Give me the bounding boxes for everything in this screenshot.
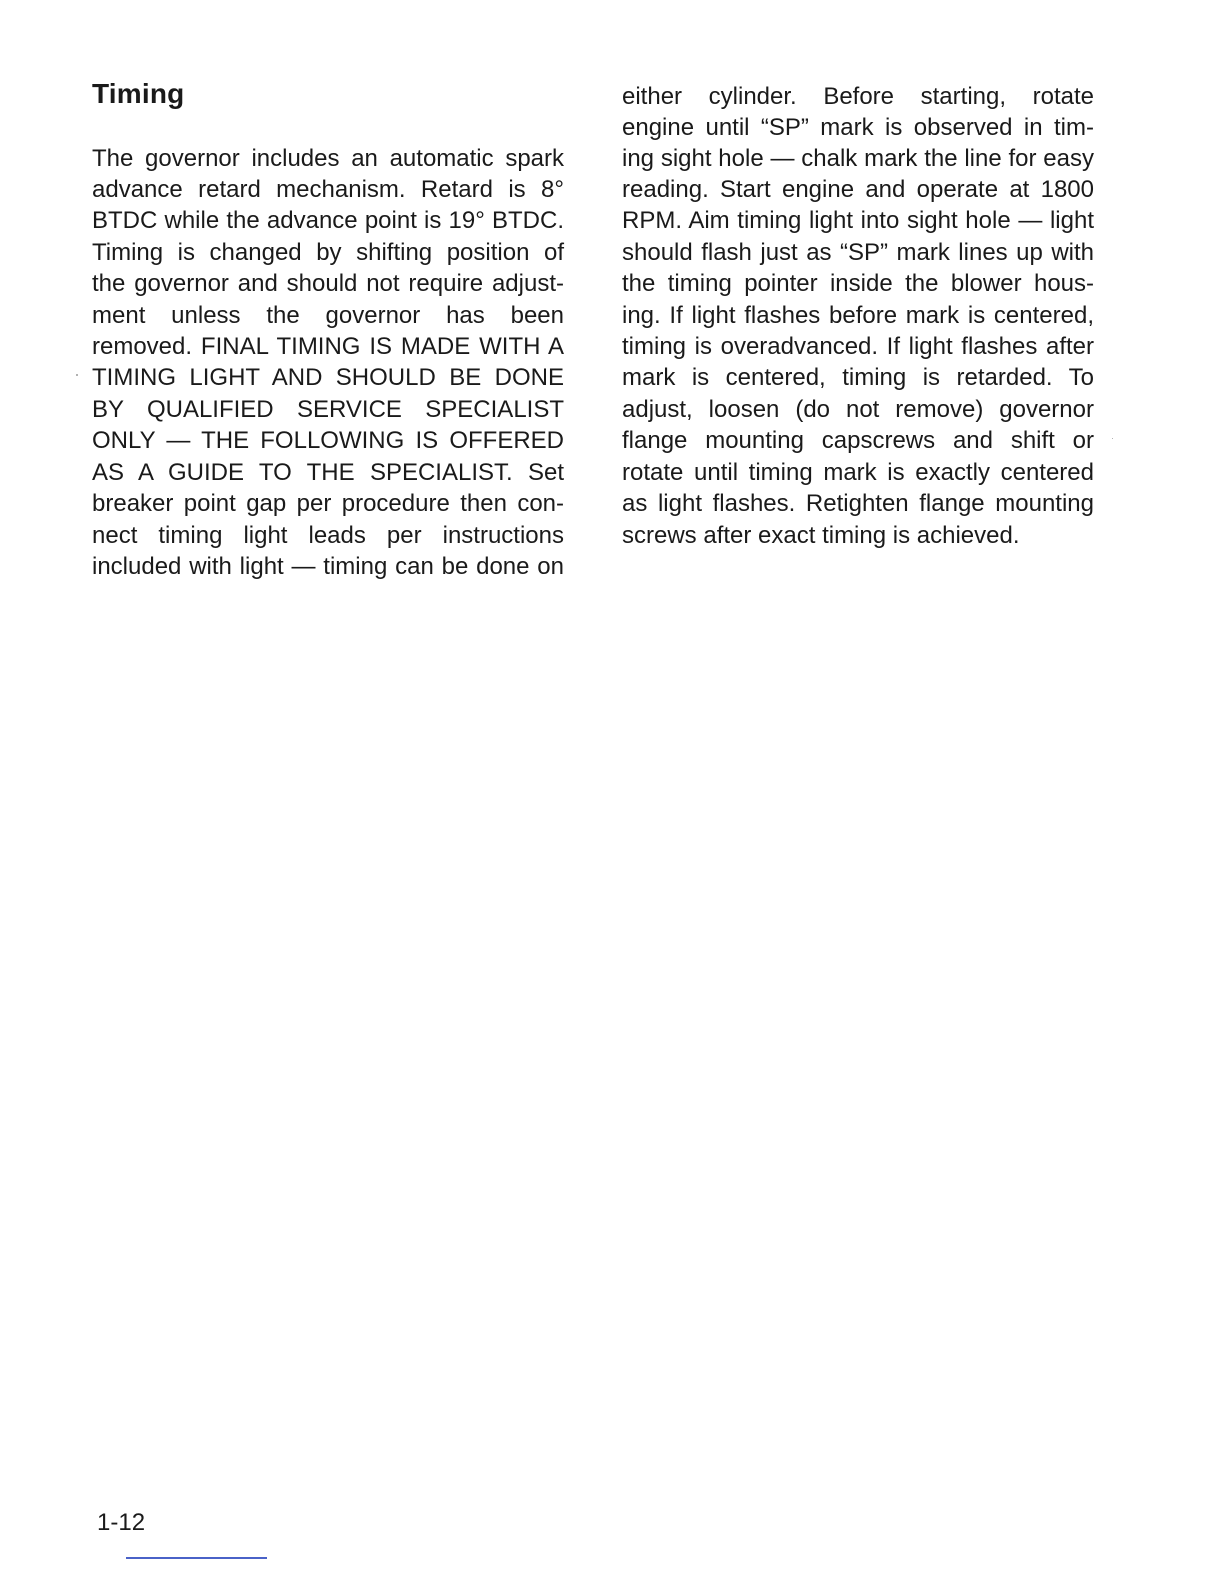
footer-rule — [126, 1557, 267, 1559]
body-text-line: engine until “SP” mark is observed in tim- — [622, 114, 1094, 141]
body-text-line: either cylinder. Before starting, rotate — [622, 83, 1094, 110]
section-heading: Timing — [92, 78, 185, 109]
body-text-line: the governor and should not require adjust- — [92, 270, 564, 297]
body-text-line: the timing pointer inside the blower hous- — [622, 270, 1094, 297]
body-text-line: included with light — timing can be done on — [92, 553, 564, 580]
body-text-line: BTDC while the advance point is 19° BTDC. — [92, 207, 564, 234]
body-text-line: The governor includes an automatic spark — [92, 145, 564, 172]
body-text-line: BY QUALIFIED SERVICE SPECIALIST — [92, 396, 564, 423]
scan-speck — [1112, 438, 1113, 439]
body-text-line: ing. If light flashes before mark is centered, — [622, 302, 1094, 329]
body-text-line: RPM. Aim timing light into sight hole — light — [622, 207, 1094, 234]
body-text-line: timing is overadvanced. If light flashes after — [622, 333, 1094, 360]
body-text-line: rotate until timing mark is exactly centered — [622, 459, 1094, 486]
body-text-line: AS A GUIDE TO THE SPECIALIST. Set — [92, 459, 564, 486]
body-text-line: ONLY — THE FOLLOWING IS OFFERED — [92, 427, 564, 454]
body-text-line: removed. FINAL TIMING IS MADE WITH A — [92, 333, 564, 360]
body-text-line: Timing is changed by shifting position of — [92, 239, 564, 266]
body-text-line: should flash just as “SP” mark lines up with — [622, 239, 1094, 266]
scan-speck — [76, 374, 78, 376]
body-text-line: reading. Start engine and operate at 1800 — [622, 176, 1094, 203]
body-text-line: flange mounting capscrews and shift or — [622, 427, 1094, 454]
body-text-line: as light flashes. Retighten flange mounting — [622, 490, 1094, 517]
body-text-line: mark is centered, timing is retarded. To — [622, 364, 1094, 391]
body-text-line: ment unless the governor has been — [92, 302, 564, 329]
body-text-line: TIMING LIGHT AND SHOULD BE DONE — [92, 364, 564, 391]
body-text-line: nect timing light leads per instructions — [92, 522, 564, 549]
body-text-line: breaker point gap per procedure then con- — [92, 490, 564, 517]
page-number: 1-12 — [97, 1509, 146, 1536]
body-text-line: screws after exact timing is achieved. — [622, 522, 1020, 549]
body-text-line: ing sight hole — chalk mark the line for easy — [622, 145, 1094, 172]
body-text-line: adjust, loosen (do not remove) governor — [622, 396, 1094, 423]
body-text-line: advance retard mechanism. Retard is 8° — [92, 176, 564, 203]
